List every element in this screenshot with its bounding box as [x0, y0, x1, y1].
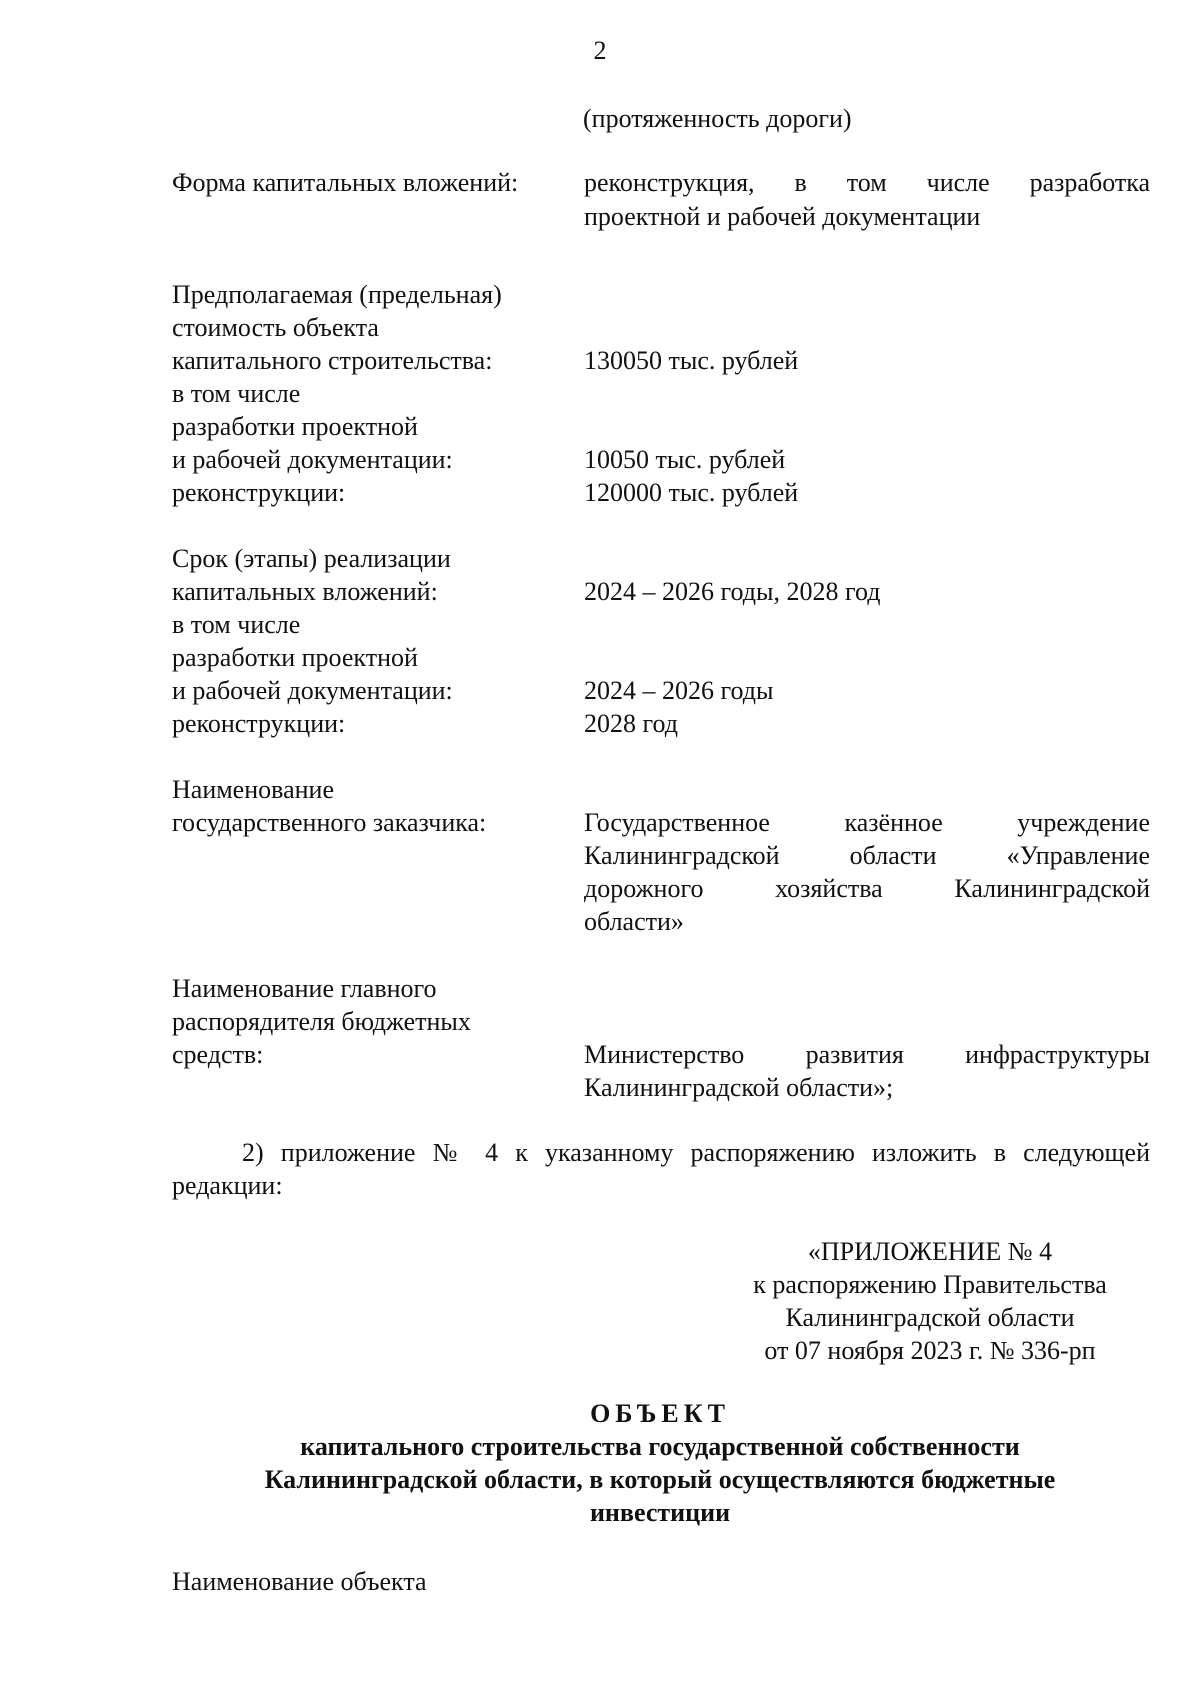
amendment-line2: редакции: — [172, 1171, 283, 1200]
state-customer-value-line3: дорожного хозяйства Калининградской — [584, 874, 1150, 903]
implementation-period-label-line: разработки проектной — [172, 643, 418, 672]
object-heading-line: инвестиции — [589, 1498, 731, 1527]
budget-manager-value-line2: Калининградской области»; — [584, 1073, 894, 1102]
estimated-cost-label-line: и рабочей документации: — [172, 445, 453, 474]
state-customer-value-line2: Калининградской области «Управление — [584, 841, 1150, 870]
object-name-label: Наименование объекта — [172, 1567, 427, 1596]
estimated-cost-label-line: капитального строительства: — [172, 346, 493, 375]
capital-investment-form-value-line1: реконструкция, в том числе разработка — [584, 168, 1150, 197]
estimated-cost-design-docs: 10050 тыс. рублей — [584, 445, 786, 474]
state-customer-label-line: государственного заказчика: — [172, 808, 487, 837]
state-customer-value-line4: области» — [584, 907, 684, 936]
budget-manager-label — [172, 972, 572, 1071]
implementation-period-reconstruction: 2028 год — [584, 709, 678, 738]
estimated-cost-label-line: реконструкции: — [172, 478, 346, 507]
appendix-header — [700, 1235, 1160, 1367]
object-heading-line: Калининградской области, в который осуществляются бюджетные — [264, 1465, 1056, 1494]
budget-manager-label-line: средств: — [172, 1040, 264, 1069]
object-heading — [0, 1397, 1200, 1529]
appendix-header-line: к распоряжению Правительства — [753, 1270, 1107, 1299]
appendix-header-title: «ПРИЛОЖЕНИЕ № 4 — [807, 1237, 1053, 1266]
implementation-period-total: 2024 – 2026 годы, 2028 год — [584, 577, 881, 606]
budget-manager-label-line: распорядителя бюджетных — [172, 1007, 471, 1036]
implementation-period-label-line: реконструкции: — [172, 709, 346, 738]
object-heading-line: капитального строительства государственной собственности — [300, 1432, 1020, 1461]
prev-value-tail: (протяженность дороги) — [583, 104, 852, 133]
estimated-cost-label-line: стоимость объекта — [172, 313, 379, 342]
implementation-period-design-docs: 2024 – 2026 годы — [584, 676, 774, 705]
appendix-header-line: от 07 ноября 2023 г. № 336-рп — [764, 1336, 1096, 1365]
estimated-cost-label-line: в том числе — [172, 379, 301, 408]
implementation-period-label — [172, 542, 572, 740]
appendix-header-line: Калининградской области — [785, 1303, 1075, 1332]
amendment-line1: 2) приложение № 4 к указанному распоряжению изложить в следующей — [242, 1138, 1150, 1167]
estimated-cost-label — [172, 278, 572, 509]
page-number: 2 — [593, 36, 607, 65]
state-customer-value-line1: Государственное казённое учреждение — [584, 808, 1150, 837]
implementation-period-label-line: капитальных вложений: — [172, 577, 438, 606]
estimated-cost-label-line: Предполагаемая (предельная) — [172, 280, 502, 309]
implementation-period-label-line: Срок (этапы) реализации — [172, 544, 451, 573]
estimated-cost-label-line: разработки проектной — [172, 412, 418, 441]
implementation-period-label-line: в том числе — [172, 610, 301, 639]
state-customer-label-line: Наименование — [172, 775, 334, 804]
estimated-cost-reconstruction: 120000 тыс. рублей — [584, 478, 799, 507]
capital-investment-form-value-line2: проектной и рабочей документации — [584, 202, 981, 231]
object-heading-title: ОБЪЕКТ — [590, 1399, 730, 1428]
implementation-period-label-line: и рабочей документации: — [172, 676, 453, 705]
estimated-cost-total: 130050 тыс. рублей — [584, 346, 799, 375]
budget-manager-value-line1: Министерство развития инфраструктуры — [584, 1040, 1150, 1069]
state-customer-label — [172, 773, 572, 839]
budget-manager-label-line: Наименование главного — [172, 974, 437, 1003]
capital-investment-form-label: Форма капитальных вложений: — [172, 168, 519, 197]
